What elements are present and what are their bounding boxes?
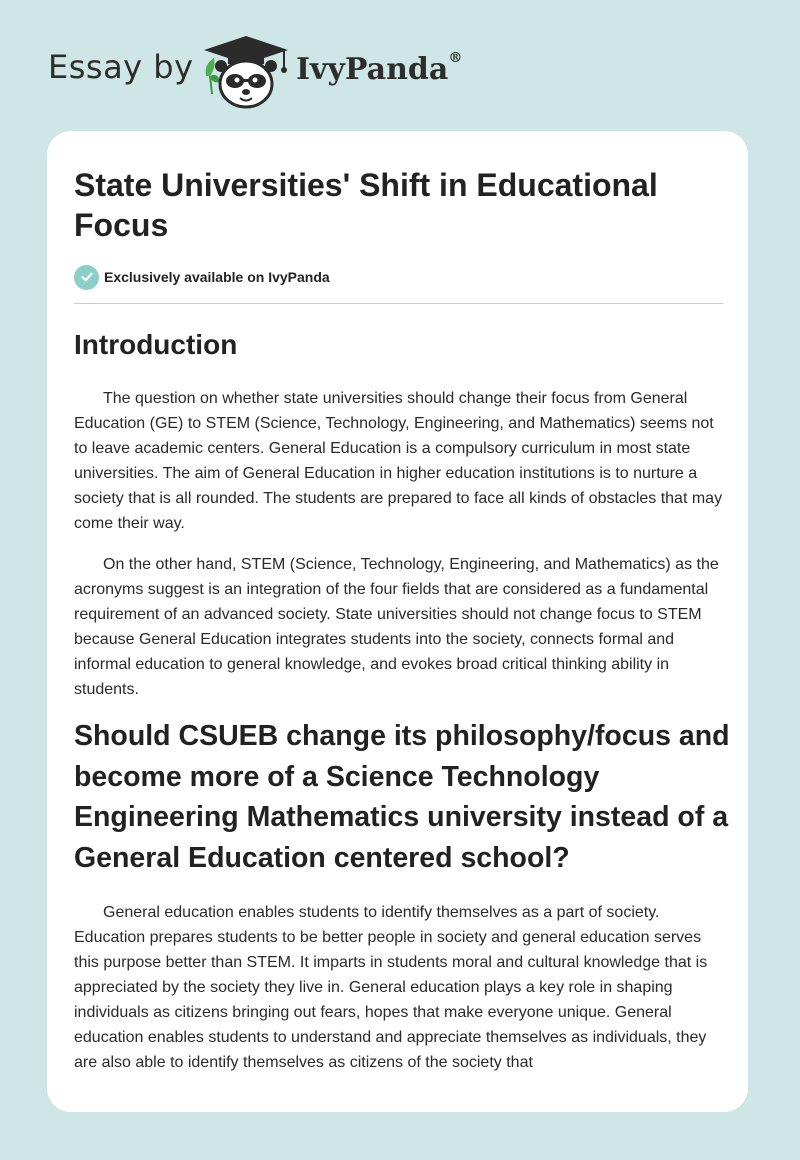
site-header	[0, 0, 800, 130]
panda-logo-icon[interactable]	[200, 34, 292, 110]
essay-title: State Universities' Shift in Educational Focus	[74, 167, 658, 243]
exclusive-badge-label: Exclusively available on IvyPanda	[104, 269, 330, 285]
essay-card	[47, 131, 748, 1112]
paragraph: The question on whether state universities should change their focus from General Education (GE) to STEM (Science, Technology, Engineering, and Mathematics) seems not to leave academic centers. General Education is a compulsory curriculum in most state universities. The aim of General Education in higher education institutions is to nurture a society that is all rounded. The students are prepared to face all kinds of obstacles that may come their way.	[74, 390, 723, 532]
essay-by-label: Essay by	[48, 48, 194, 86]
paragraph: General education enables students to identify themselves as a part of society. Education prepares students to be better people in society and general education serves this purpose better than STEM. It imparts in students moral and cultural knowledge that is appreciated by the society they live in. General education plays a key role in shaping individuals as citizens bringing out fears, hopes that make everyone unique. General education enables students to understand and appreciate themselves as individuals, they are also able to identify themselves as citizens of the society that	[74, 904, 708, 1071]
registered-mark: ®	[448, 50, 463, 66]
paragraph: On the other hand, STEM (Science, Technology, Engineering, and Mathematics) as the acronyms suggest is an integration of the four fields that are considered as a fundamental requirement of an advanced society. State universities should not change focus to STEM because General Education integrates students into the society, connects formal and informal education to general knowledge, and evokes broad critical thinking ability in students.	[74, 556, 719, 698]
title-divider	[74, 303, 723, 304]
section-heading-question: Should CSUEB change its philosophy/focus and become more of a Science Technology Engineering Mathematics university instead of a General Education centered school?	[74, 720, 730, 874]
exclusive-badge	[74, 264, 330, 290]
check-circle-icon	[74, 265, 99, 290]
section-heading-introduction: Introduction	[74, 329, 238, 360]
brand-text: IvyPanda	[296, 52, 449, 87]
brand-name[interactable]	[296, 52, 462, 87]
